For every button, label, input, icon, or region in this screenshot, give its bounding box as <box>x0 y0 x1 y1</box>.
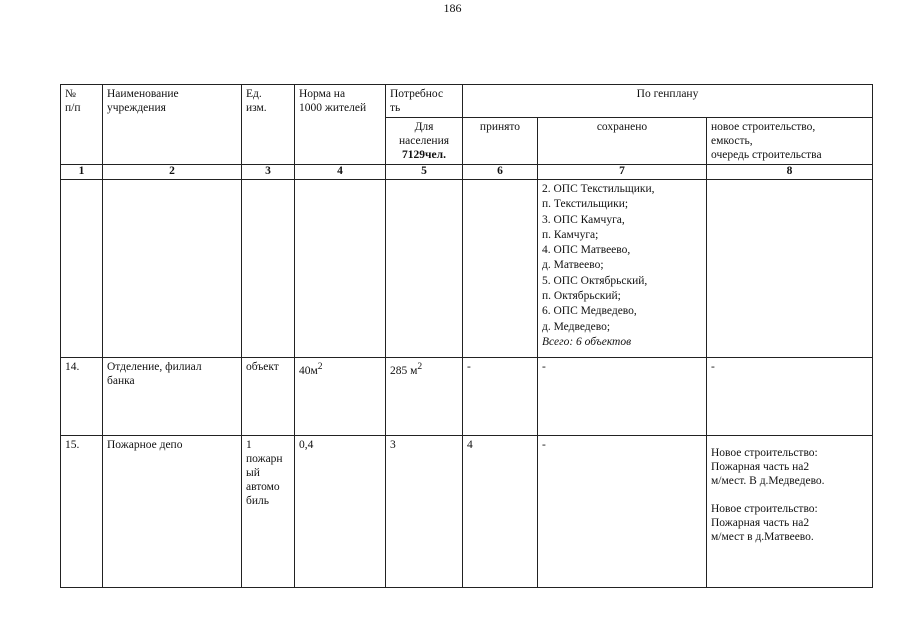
header-accepted-cell: принято <box>463 118 538 165</box>
row-kept: - <box>538 436 707 588</box>
row-name: Пожарное депо <box>103 436 242 588</box>
row-new: Новое строительство: Пожарная часть на2 м/мест. В д.Медведево. Новое строительство: Пожарная часть на2 м/мест в д.Матвеево. <box>707 436 873 588</box>
column-number-row: 1 2 3 4 5 6 7 8 <box>61 165 873 180</box>
total-objects: Всего: 6 объектов <box>542 335 632 348</box>
header-num-cell: № п/п <box>61 85 103 165</box>
page-number: 186 <box>443 1 462 15</box>
row-number: 15. <box>61 436 103 588</box>
table-row <box>61 358 873 436</box>
row-kept: - <box>538 358 707 436</box>
header-norm-cell: Норма на 1000 жителей <box>295 85 386 165</box>
header-kept-cell: сохранено <box>538 118 707 165</box>
row-norm: 0,4 <box>295 436 386 588</box>
row-new: - <box>707 358 873 436</box>
row-unit: объект <box>242 358 295 436</box>
header-row <box>61 85 873 118</box>
row-need: 285 $м^2$ <box>386 358 463 436</box>
row-need: 3 <box>386 436 463 588</box>
header-need-cell: Потребнос ть <box>386 85 463 118</box>
header-genplan-cell: По генплану <box>463 85 873 118</box>
header-new-cell: новое строительство, емкость, очередь строительства <box>707 118 873 165</box>
post-office-list: 2. ОПС Текстильщики, п. Текстильщики; 3. ОПС Камчуга, п. Камчуга; 4. ОПС Матвеево, д. Матвеево; 5. ОПС Октябрьский, п. Октябрьский; 6. ОПС Медведево, д. Медведево; Всего: 6 объектов <box>538 180 707 358</box>
row-accepted: - <box>463 358 538 436</box>
row-number: 14. <box>61 358 103 436</box>
row-norm: $40м^2$ <box>295 358 386 436</box>
header-unit-cell: Ед. изм. <box>242 85 295 165</box>
header-need-sub-cell: Для населения 7129чел. <box>386 118 463 165</box>
row-accepted: 4 <box>463 436 538 588</box>
table-row <box>61 436 873 588</box>
genplan-table <box>60 84 873 588</box>
header-name-cell: Наименование учреждения <box>103 85 242 165</box>
row-unit: 1 пожарн ый автомо биль <box>242 436 295 588</box>
continuation-row <box>61 180 873 358</box>
row-name: Отделение, филиал банка <box>103 358 242 436</box>
